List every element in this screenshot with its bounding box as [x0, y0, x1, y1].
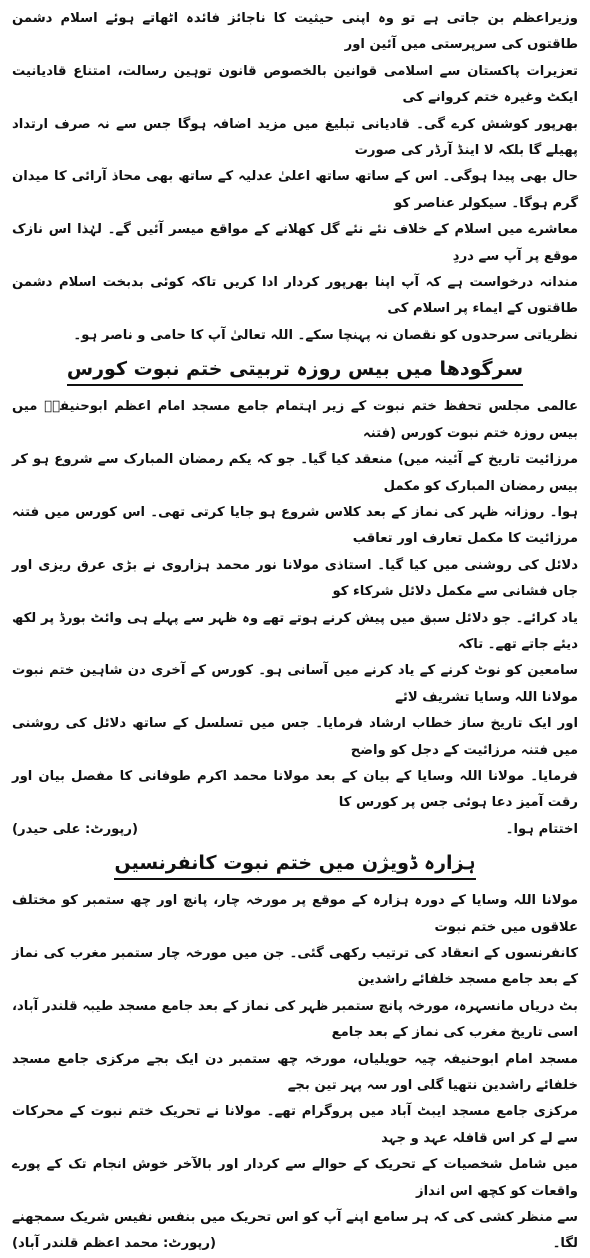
intro-line: تعزیرات پاکستان سے اسلامی قوانین بالخصوص قانون توہین رسالت، امتناع قادیانیت ایکٹ وغیرہ ختم کروانے کی [12, 63, 578, 106]
section1-paragraph [12, 394, 578, 843]
section1-line: اختتام ہوا۔ [505, 821, 578, 837]
section1-line: دلائل کی روشنی میں کیا گیا۔ استاذی مولانا نور محمد ہزاروی نے بڑی عرق ریزی اور جاں فشانی سے مکمل دلائل شرکاء کو [12, 557, 578, 600]
section1-line: عالمی مجلس تحفظ ختم نبوت کے زیر اہتمام جامع مسجد امام اعظم ابوحنیفہؒ میں بیس روزہ ختم نبوت کورس (فتنہ [12, 399, 578, 441]
section2-line: مرکزی جامع مسجد ایبٹ آباد میں پروگرام تھے۔ مولانا نے تحریک ختم نبوت کے محرکات سے لے کر اس قافلہ عہد و جہد [12, 1104, 578, 1146]
intro-line: حال بھی پیدا ہوگی۔ اس کے ساتھ ساتھ اعلیٰ عدلیہ کے ساتھ بھی محاذ آرائی کا میدان گرم ہوگا۔ سیکولر عناصر کو [12, 169, 578, 211]
intro-line: مندانہ درخواست ہے کہ آپ اپنا بھرپور کردار ادا کریں تاکہ کوئی بدبخت اسلام دشمن طاقتوں کے ایماء پر اسلام کی [12, 275, 578, 317]
intro-line: نظریاتی سرحدوں کو نقصان نہ پہنچا سکے۔ اللہ تعالیٰ آپ کا حامی و ناصر ہو۔ [73, 327, 578, 343]
section2-line: کانفرنسوں کے انعقاد کی ترتیب رکھی گئی۔ جن میں مورخہ چار ستمبر مغرب کی نماز کے بعد جامع مسجد خلفائے راشدین [12, 946, 578, 988]
section1-last-line [12, 817, 578, 843]
section2-line: مولانا اللہ وسایا کے دورہ ہزارہ کے موقع پر مورخہ چار، پانچ اور چھ ستمبر کو مختلف علاقوں میں ختم نبوت [12, 893, 578, 935]
section1-credit: (رپورٹ: علی حیدر) [12, 821, 138, 837]
section2-credit: (رپورٹ: محمد اعظم قلندر آباد) [12, 1236, 216, 1252]
section1-line: فرمایا۔ مولانا اللہ وسایا کے بیان کے بعد مولانا محمد اکرم طوفانی کا مفصل بیان اور رقت آمیز دعا ہوئی جس پر کورس کا [12, 768, 578, 811]
section2-last-line [12, 1205, 578, 1258]
section1-heading: سرگودھا میں بیس روزہ تربیتی ختم نبوت کورس [67, 355, 523, 386]
section2-line: میں شامل شخصیات کے تحریک کے حوالے سے کردار اور بالآخر خوش انجام تک کے پورے واقعات کو کچھ اس انداز [12, 1157, 578, 1199]
section1-line: یاد کرائے۔ جو دلائل سبق میں پیش کرنے ہوتے تھے وہ ظہر سے پہلے ہی وائٹ بورڈ پر لکھ دیئے جاتے تھے۔ تاکہ [12, 610, 578, 652]
section2-heading: ہزارہ ڈویژن میں ختم نبوت کانفرنسیں [114, 849, 475, 880]
intro-line: معاشرے میں اسلام کے خلاف نئے نئے گل کھلانے کے مواقع میسر آئیں گے۔ لہٰذا اس نازک موقع پر آپ سے دردِ [12, 222, 578, 264]
section1-heading-wrap [12, 355, 578, 386]
section2-line: سے منظر کشی کی کہ ہر سامع اپنے آپ کو اس تحریک میں بنفس نفیس شریک سمجھنے لگا۔ [12, 1210, 578, 1252]
section2-line: مسجد امام ابوحنیفہ چیہ حویلیاں، مورخہ چھ ستمبر دن ایک بجے مرکزی جامع مسجد خلفائے راشدین نتھیا گلی اور سہ پہر تین بجے [12, 1051, 578, 1094]
section1-line: اور ایک تاریخ ساز خطاب ارشاد فرمایا۔ جس میں تسلسل کے ساتھ دلائل کی روشنی میں فتنہ مرزائیت کے دجل کو واضح [12, 716, 578, 758]
section1-line: سامعین کو نوٹ کرنے کے یاد کرنے میں آسانی ہو۔ کورس کے آخری دن شاہین ختم نبوت مولانا اللہ وسایا تشریف لائے [12, 663, 578, 705]
section1-line: ہوا۔ روزانہ ظہر کی نماز کے بعد کلاس شروع ہو جایا کرتی تھی۔ اس کورس میں فتنہ مرزائیت کا مکمل تعارف اور تعاقب [12, 504, 578, 547]
section2-paragraph [12, 888, 578, 1258]
intro-paragraph [12, 6, 578, 349]
section2-line: بٹ دریاں مانسہرہ، مورخہ پانچ ستمبر ظہر کی نماز کے بعد جامع مسجد طیبہ قلندر آباد، اسی تاریخ مغرب کی نماز کے بعد جامع [12, 998, 578, 1041]
intro-line: وزیراعظم بن جاتی ہے تو وہ اپنی حیثیت کا ناجائز فائدہ اٹھاتے ہوئے اسلام دشمن طاقتوں کی سرپرستی میں آئین اور [12, 11, 578, 53]
intro-line: بھرپور کوشش کرے گی۔ قادیانی تبلیغ میں مزید اضافہ ہوگا جس سے نہ صرف ارتداد پھیلے گا بلکہ لا اینڈ آرڈر کی صورت [12, 116, 578, 159]
section1-line: مرزائیت تاریخ کے آئینہ میں) منعقد کیا گیا۔ جو کہ یکم رمضان المبارک سے شروع ہو کر بیس رمضان المبارک کو مکمل [12, 452, 578, 494]
section2-heading-wrap [12, 849, 578, 880]
